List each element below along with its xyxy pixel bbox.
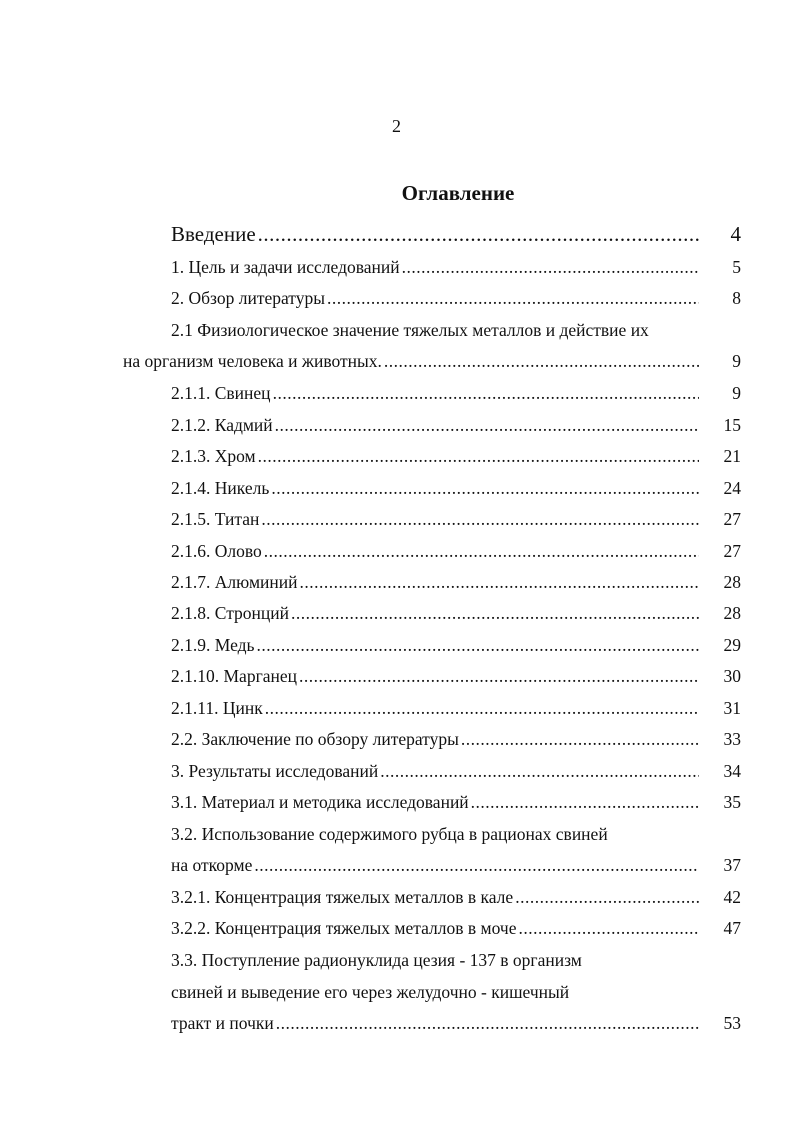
toc-entry-page: 4 [730,222,741,246]
toc-entry-text: 2.1.9. Медь [171,635,255,655]
toc-entry-text: 2.1 Физиологическое значение тяжелых металлов и действие их [171,320,649,340]
toc-entry [171,444,741,468]
toc-entry-text: 2.1.5. Титан [171,509,260,529]
toc-entry-page: 37 [723,855,741,875]
toc-entry-page: 15 [723,415,741,435]
toc-entry-text: тракт и почки [171,1013,274,1033]
toc-entry-page: 27 [723,509,741,529]
toc-entry [171,255,741,279]
toc-entry-text: 2.1.3. Хром [171,446,256,466]
toc-entry-text: на организм человека и животных. [123,351,382,371]
toc-entry [171,948,731,972]
toc-entry-continuation [171,980,731,1004]
toc-entry [171,885,741,909]
toc-entry-page: 35 [723,792,741,812]
toc-entry [171,696,741,720]
toc-entry-page: 9 [732,351,741,371]
toc-entry-text: 2.1.8. Стронций [171,603,290,623]
toc-leader-dots [515,885,699,909]
toc-entry [171,381,741,405]
toc-entry-page: 42 [723,887,741,907]
toc-leader-dots [275,413,699,437]
toc-entry-text: 2.1.6. Олово [171,541,262,561]
toc-leader-dots [264,539,699,563]
toc-leader-dots [273,381,699,405]
toc-entry-text: Введение [171,222,256,246]
toc-entry-page: 34 [723,761,741,781]
toc-leader-dots [291,601,699,625]
toc-entry [171,790,741,814]
toc-entry [171,759,741,783]
toc-entry-text: на откорме [171,855,253,875]
toc-entry-text: 2. Обзор литературы [171,288,325,308]
toc-entry [171,539,741,563]
toc-leader-dots [261,507,699,531]
toc-leader-dots [271,476,699,500]
toc-leader-dots [461,727,699,751]
toc-leader-dots [265,696,699,720]
toc-leader-dots [300,570,700,594]
toc-entry-page: 28 [723,603,741,623]
toc-leader-dots [276,1011,699,1035]
toc-entry [171,664,741,688]
toc-entry-page: 8 [732,288,741,308]
toc-entry [171,822,731,846]
toc-entry-text: 1. Цель и задачи исследований [171,257,400,277]
toc-entry [171,633,741,657]
toc-entry-text: 2.1.1. Свинец [171,383,271,403]
toc-leader-dots [471,790,699,814]
toc-entry-text: 2.1.4. Никель [171,478,270,498]
toc-leader-dots [257,633,699,657]
toc-leader-dots [518,916,699,940]
toc-entry-page: 5 [732,257,741,277]
toc-entry-text: свиней и выведение его через желудочно - кишечный [171,982,570,1002]
toc-entry-text: 3.2.1. Концентрация тяжелых металлов в кале [171,887,514,907]
toc-entry [171,318,731,342]
toc-leader-dots [254,853,699,877]
toc-entry-page: 24 [723,478,741,498]
toc-entry-continuation [171,1011,741,1035]
toc-entry-page: 29 [723,635,741,655]
toc-entry-continuation [123,349,741,373]
toc-entry-text: 2.1.2. Кадмий [171,415,273,435]
toc-entry-page: 27 [723,541,741,561]
toc-entry-text: 3.2. Использование содержимого рубца в рационах свиней [171,824,608,844]
toc-entry-text: 2.2. Заключение по обзору литературы [171,729,459,749]
toc-entry-continuation [171,853,741,877]
toc-entry-text: 3.3. Поступление радионуклида цезия - 137 в организм [171,950,582,970]
toc-entry [171,601,741,625]
toc-leader-dots [258,444,699,468]
toc-leader-dots [402,255,699,279]
toc-entry-page: 21 [723,446,741,466]
toc-entry [171,570,741,594]
toc-entry-text: 3.1. Материал и методика исследований [171,792,469,812]
toc-entry [171,286,741,310]
toc-leader-dots [299,664,699,688]
toc-entry-page: 30 [723,666,741,686]
toc-entry-text: 3. Результаты исследований [171,761,379,781]
toc-leader-dots [258,220,699,248]
toc-leader-dots [384,349,699,373]
toc-entry-page: 31 [723,698,741,718]
toc-entry [171,507,741,531]
toc-entry-page: 33 [723,729,741,749]
toc-entry [171,727,741,751]
toc-leader-dots [327,286,699,310]
toc-entry-text: 2.1.11. Цинк [171,698,263,718]
toc-entry [171,413,741,437]
toc-leader-dots [380,759,699,783]
toc-entry [171,476,741,500]
toc-entry-page: 53 [723,1013,741,1033]
toc-entry-text: 2.1.7. Алюминий [171,572,298,592]
toc-entry [171,220,741,248]
toc-entry-page: 28 [723,572,741,592]
page-number: 2 [392,116,401,136]
toc-entry-text: 2.1.10. Марганец [171,666,298,686]
toc-title: Оглавление [401,181,515,205]
toc-entry-text: 3.2.2. Концентрация тяжелых металлов в моче [171,918,517,938]
toc-entry [171,916,741,940]
toc-entry-page: 9 [732,383,741,403]
toc-entry-page: 47 [723,918,741,938]
